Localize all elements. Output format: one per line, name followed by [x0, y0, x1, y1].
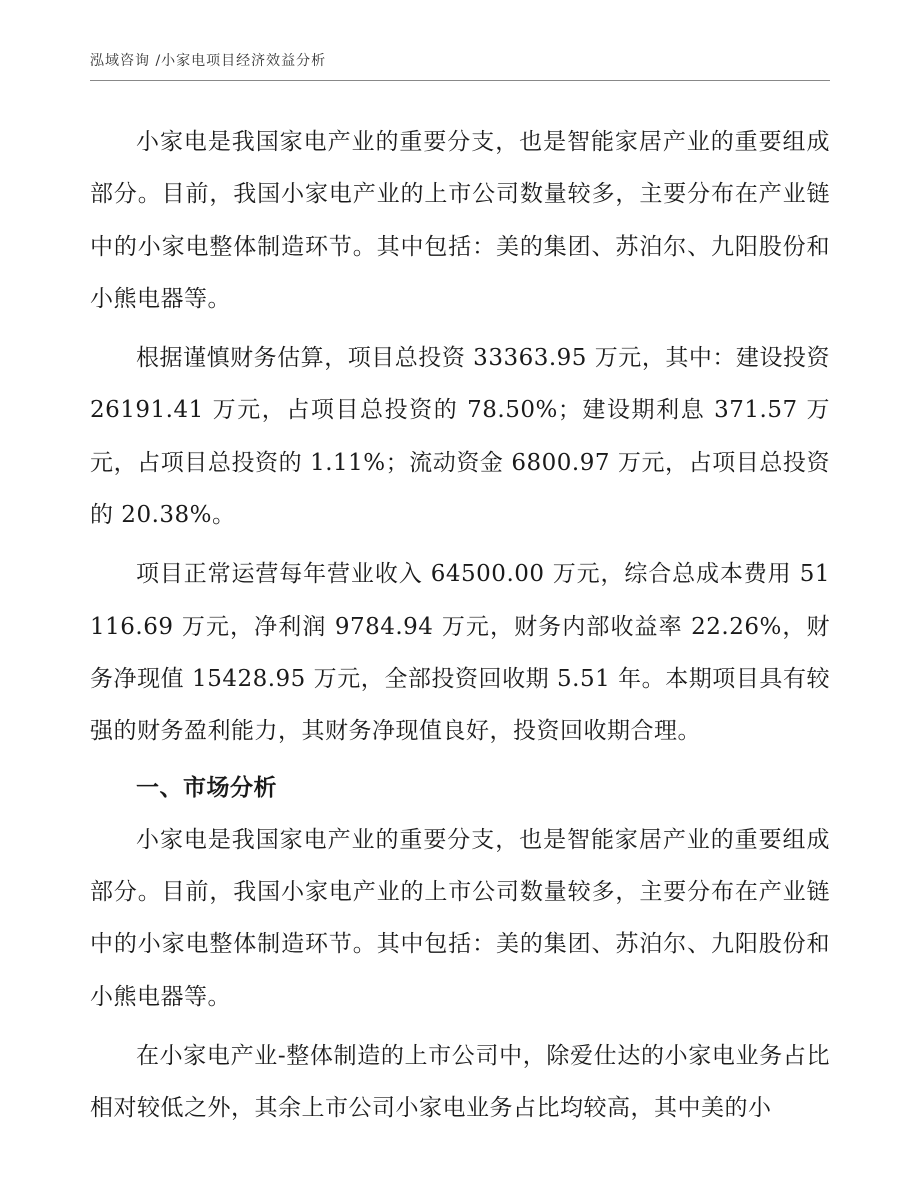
paragraph-financial-returns: 项目正常运营每年营业收入 64500.00 万元，综合总成本费用 51116.69 万元，净利润 9784.94 万元，财务内部收益率 22.26%，财务净现值 15428.95 万元，全部投资回收期 5.51 年。本期项目具有较强的财务盈利能力，其财务净现值良好，投资回收期合理。: [90, 561, 830, 745]
running-header: 泓域咨询 /小家电项目经济效益分析: [90, 53, 327, 69]
header-divider: [90, 80, 830, 81]
document-body: [90, 116, 830, 1135]
section-heading-market-analysis: 一、市场分析: [136, 773, 277, 801]
paragraph-listed-companies: 在小家电产业-整体制造的上市公司中，除爱仕达的小家电业务占比相对较低之外，其余上市公司小家电业务占比均较高，其中美的小: [90, 1043, 830, 1122]
paragraph-investment-estimate: 根据谨慎财务估算，项目总投资 33363.95 万元，其中：建设投资 26191.41 万元，占项目总投资的 78.50%；建设期利息 371.57 万元，占项目总投资的 1.11%；流动资金 6800.97 万元，占项目总投资的 20.38%。: [90, 345, 830, 529]
paragraph-industry-overview: 小家电是我国家电产业的重要分支，也是智能家居产业的重要组成部分。目前，我国小家电产业的上市公司数量较多，主要分布在产业链中的小家电整体制造环节。其中包括：美的集团、苏泊尔、九阳股份和小熊电器等。: [90, 129, 830, 312]
paragraph-market-overview: 小家电是我国家电产业的重要分支，也是智能家居产业的重要组成部分。目前，我国小家电产业的上市公司数量较多，主要分布在产业链中的小家电整体制造环节。其中包括：美的集团、苏泊尔、九阳股份和小熊电器等。: [90, 826, 830, 1010]
